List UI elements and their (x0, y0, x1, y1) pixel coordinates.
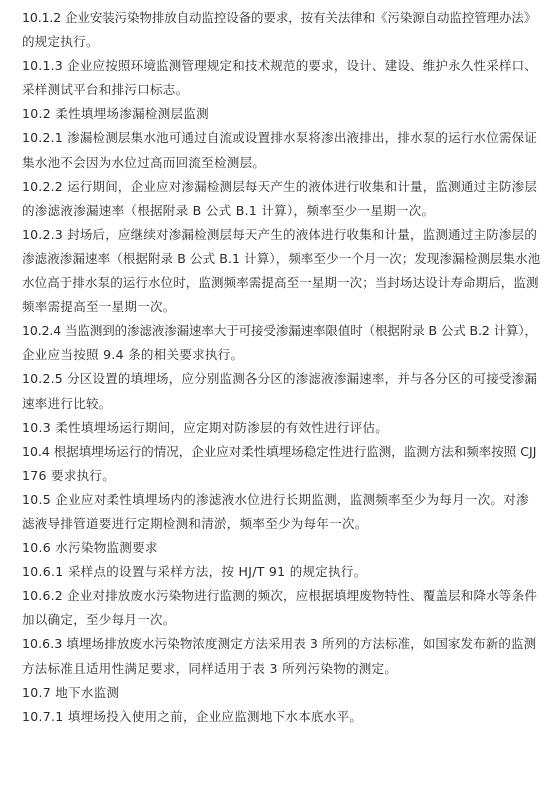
section-heading: 10.7 地下水监测 (22, 684, 120, 700)
text-line: 集水池不会因为水位过高而回流至检测层。 (22, 154, 266, 170)
text-line: 的规定执行。 (22, 34, 99, 50)
text-line: 加以确定，至少每月一次。 (22, 612, 176, 628)
text-line: 滤液导排管道要进行定期检测和清淤，频率至少为每年一次。 (22, 515, 368, 531)
text-line: 10.1.2 企业安装污染物排放自动监控设备的要求，按有关法律和《污染源自动监控管理办法》 (22, 10, 537, 25)
text-line: 10.5 企业应对柔性填埋场内的渗滤液水位进行长期监测，监测频率至少为每月一次。对渗 (22, 491, 529, 507)
section-heading: 10.6 水污染物监测要求 (22, 540, 158, 556)
text-line: 10.4 根据填埋场运行的情况，企业应对柔性填埋场稳定性进行监测，监测方法和频率按照 CJJ (22, 443, 537, 459)
text-line: 10.2.1 渗漏检测层集水池可通过自流或设置排水泵将渗出液排出，排水泵的运行水位需保证 (22, 130, 538, 146)
text-line: 速率进行比较。 (22, 395, 112, 411)
text-line: 采样测试平台和排污口标志。 (22, 82, 189, 98)
text-line: 10.2.3 封场后，应继续对渗漏检测层每天产生的液体进行收集和计量，监测通过主防渗层的 (22, 226, 538, 242)
text-line: 10.2.2 运行期间，企业应对渗漏检测层每天产生的液体进行收集和计量，监测通过主防渗层 (22, 178, 538, 194)
text-line: 10.6.3 填埋场排放废水污染物浓度测定方法采用表 3 所列的方法标准，如国家发布新的监测 (22, 636, 537, 652)
text-line: 10.3 柔性填埋场运行期间，应定期对防渗层的有效性进行评估。 (22, 419, 389, 435)
text-line: 方法标准且适用性满足要求，同样适用于表 3 所列污染物的测定。 (22, 660, 398, 676)
text-line: 10.2.5 分区设置的填埋场，应分别监测各分区的渗滤液渗漏速率，并与各分区的可接受渗漏 (22, 371, 538, 387)
text-line: 的渗滤液渗漏速率（根据附录 B 公式 B.1 计算），频率至少一星期一次。 (22, 202, 435, 218)
text-line: 176 要求执行。 (22, 467, 116, 483)
text-line: 10.6.2 企业对排放废水污染物进行监测的频次，应根据填埋废物特性、覆盖层和降水等条件 (22, 588, 538, 604)
text-line: 10.2.4 当监测到的渗滤液渗漏速率大于可接受渗漏速率限值时（根据附录 B 公式 B.2 计算）， (22, 323, 537, 339)
text-line: 企业应当按照 9.4 条的相关要求执行。 (22, 347, 244, 363)
text-line: 频率需提高至一星期一次。 (22, 299, 176, 315)
text-line: 水位高于排水泵的运行水位时，监测频率需提高至一星期一次；当封场达设计寿命期后，监测 (22, 275, 539, 291)
text-line: 10.1.3 企业应按照环境监测管理规定和技术规范的要求，设计、建设、维护永久性采样口、 (22, 58, 538, 74)
text-line: 渗滤液渗漏速率（根据附录 B 公式 B.1 计算），频率至少一个月一次；发现渗漏检测层集水池 (22, 250, 540, 266)
text-line: 10.6.1 采样点的设置与采样方法，按 HJ/T 91 的规定执行。 (22, 564, 367, 580)
section-heading: 10.2 柔性填埋场渗漏检测层监测 (22, 106, 209, 122)
text-line: 10.7.1 填埋场投入使用之前，企业应监测地下水本底水平。 (22, 708, 363, 724)
